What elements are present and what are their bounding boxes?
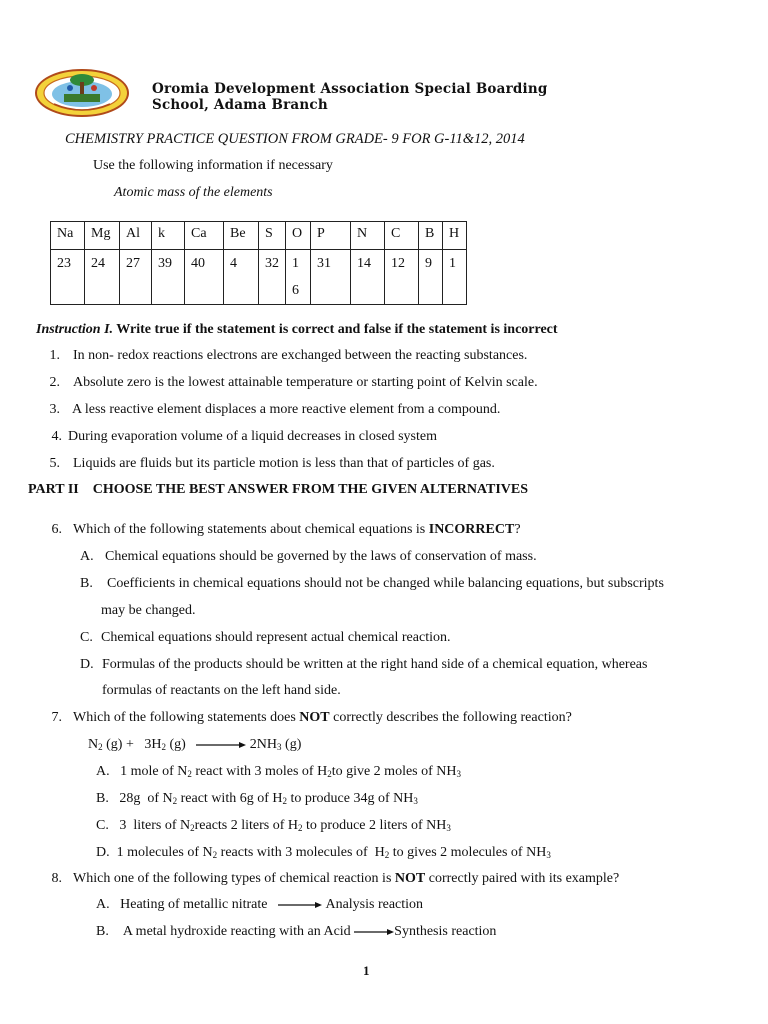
option-letter: A. — [96, 897, 110, 912]
mass-row — [51, 250, 467, 305]
q6-text-pre: Which of the following statements about chemical equations is — [73, 522, 429, 537]
mass-cell: 23 — [51, 250, 85, 305]
mass-oxygen-line2: 6 — [292, 283, 299, 298]
q6-option-d-line1: Formulas of the products should be written at the right hand side of a chemical equation, whereas — [102, 657, 648, 672]
tf-number: 5. — [49, 456, 60, 471]
tf-item: During evaporation volume of a liquid decreases in closed system — [68, 429, 437, 444]
tf-item: A less reactive element displaces a more reactive element from a compound. — [72, 402, 501, 417]
q7-option-c: C. 3 liters of $N_2reacts$ 2 liters of $H_2$ to produce 2 liters of $NH_3$ — [96, 818, 451, 833]
option-letter: B. — [96, 924, 109, 939]
atomic-mass-label: Atomic mass of the elements — [114, 185, 273, 200]
mass-cell: 39 — [152, 250, 185, 305]
school-logo — [34, 68, 130, 118]
q7-text-post: correctly describes the following reaction? — [329, 710, 572, 725]
q8-option-b-left: A metal hydroxide reacting with an Acid — [122, 924, 351, 939]
tf-item: In non- redox reactions electrons are exchanged between the reacting substances. — [73, 348, 528, 363]
element-cell: k — [152, 222, 185, 250]
q7-text-emphasis: NOT — [299, 710, 330, 725]
instruction-text: Write true if the statement is correct and false if the statement is incorrect — [116, 322, 558, 337]
q8-text-post: correctly paired with its example? — [425, 871, 620, 886]
reaction-arrow-icon — [196, 741, 246, 749]
tf-number: 3. — [49, 402, 60, 417]
school-name-line1: Oromia Development Association Special Boarding — [152, 81, 548, 97]
q6-text-post: ? — [514, 522, 521, 537]
element-cell: H — [443, 222, 467, 250]
mass-cell: 12 — [385, 250, 419, 305]
mass-cell: 1 — [443, 250, 467, 305]
element-cell: Al — [120, 222, 152, 250]
question-number: 8. — [51, 871, 62, 886]
element-cell: Mg — [85, 222, 120, 250]
mass-cell: 24 — [85, 250, 120, 305]
element-cell: C — [385, 222, 419, 250]
instruction-line — [36, 322, 558, 338]
q8-option-a-right: Analysis reaction — [325, 897, 424, 912]
q6-option-b-line2: may be changed. — [101, 603, 196, 618]
q8-option-b-right: Synthesis reaction — [394, 924, 497, 939]
option-letter: D. — [80, 657, 94, 672]
mass-cell: 31 — [311, 250, 351, 305]
q6-option-b-line1: Coefficients in chemical equations should not be changed while balancing equations, but subscripts — [107, 576, 664, 591]
mass-cell: 9 — [419, 250, 443, 305]
element-cell: Na — [51, 222, 85, 250]
q6-option-d-line2: formulas of reactants on the left hand side. — [102, 683, 341, 698]
q6-option-a: Chemical equations should be governed by the laws of conservation of mass. — [105, 549, 537, 564]
reaction-arrow-icon — [354, 928, 394, 936]
q8-text-pre: Which one of the following types of chemical reaction is — [73, 871, 395, 886]
atomic-mass-table — [50, 221, 467, 305]
q8-option-a — [96, 897, 423, 913]
q7-option-a: A. 1 mole of $N_2$ react with 3 moles of $H_2to$ give 2 moles of $NH_3$ — [96, 764, 462, 779]
mass-cell-oxygen — [286, 250, 311, 305]
element-cell: B — [419, 222, 443, 250]
mass-cell: 14 — [351, 250, 385, 305]
tf-number: 2. — [49, 375, 60, 390]
tf-item: Liquids are fluids but its particle motion is less than that of particles of gas. — [73, 456, 495, 471]
element-cell: Ca — [185, 222, 224, 250]
element-cell: Be — [224, 222, 259, 250]
option-letter: B. — [80, 576, 93, 591]
q7-option-d: D. 1 molecules of $N_2$ reacts with 3 molecules of $H_2$ to gives 2 molecules of $NH_3$ — [96, 845, 551, 860]
option-letter: C. — [80, 630, 93, 645]
tf-item: Absolute zero is the lowest attainable temperature or starting point of Kelvin scale. — [73, 375, 538, 390]
instruction-label: Instruction I. — [36, 322, 114, 337]
use-info-text: Use the following information if necessary — [93, 158, 333, 173]
q6-option-c: Chemical equations should represent actual chemical reaction. — [101, 630, 451, 645]
element-cell: O — [286, 222, 311, 250]
mass-oxygen-line1: 1 — [292, 256, 299, 271]
tf-number: 1. — [49, 348, 60, 363]
question-7-text — [73, 710, 572, 726]
q7-text-pre: Which of the following statements does — [73, 710, 300, 725]
question-8-text — [73, 871, 619, 887]
school-name-line2: School, Adama Branch — [152, 97, 328, 113]
reaction-arrow-icon — [278, 901, 322, 909]
q8-text-emphasis: NOT — [394, 871, 426, 886]
tf-number: 4. — [51, 429, 62, 444]
page-number: 1 — [363, 963, 370, 978]
q8-option-b — [96, 924, 496, 940]
mass-cell: 40 — [185, 250, 224, 305]
q6-text-emphasis: INCORRECT — [428, 522, 515, 537]
option-letter: A. — [80, 549, 94, 564]
element-cell: P — [311, 222, 351, 250]
element-row — [51, 222, 467, 250]
question-6-text — [73, 522, 521, 538]
q8-option-a-left: Heating of metallic nitrate — [120, 897, 268, 912]
question-number: 6. — [51, 522, 62, 537]
mass-cell: 32 — [259, 250, 286, 305]
question-number: 7. — [51, 710, 62, 725]
element-cell: S — [259, 222, 286, 250]
mass-cell: 4 — [224, 250, 259, 305]
element-cell: N — [351, 222, 385, 250]
reaction-equation: $N_2$ $(g) + 3H_2$ (g) $2NH_3$ (g) — [88, 737, 302, 752]
document-title: CHEMISTRY PRACTICE QUESTION FROM GRADE- 9 FOR G-11&12, 2014 — [65, 131, 525, 147]
mass-cell: 27 — [120, 250, 152, 305]
q7-option-b: B. 28g of $N_2$ react with 6g of $H_2$ to produce 34g of $NH_3$ — [96, 791, 418, 806]
part-two-heading: PART II CHOOSE THE BEST ANSWER FROM THE GIVEN ALTERNATIVES — [28, 482, 529, 497]
